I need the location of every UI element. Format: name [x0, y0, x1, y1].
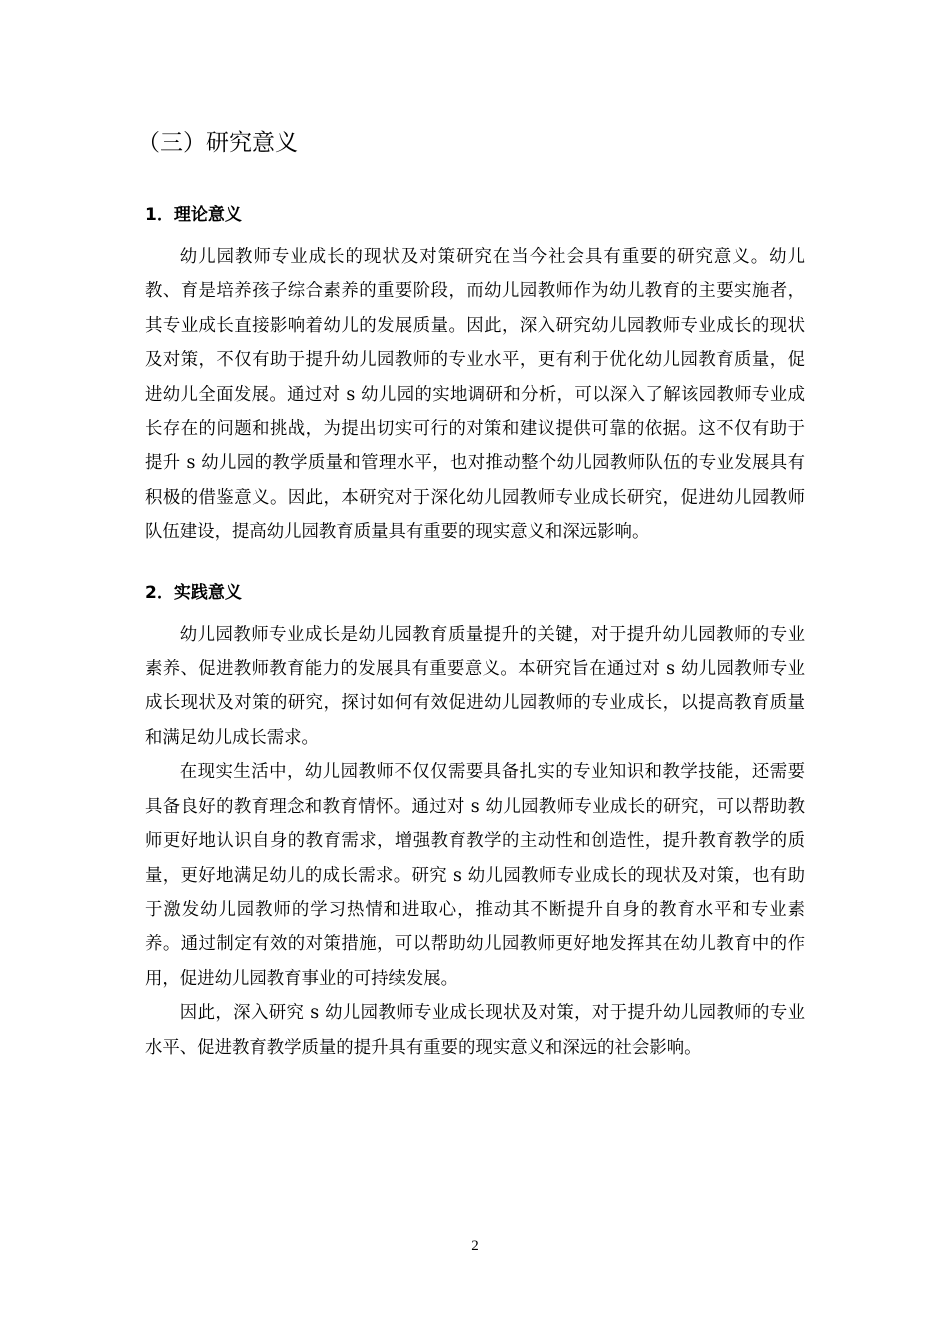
paragraph-practice-2: 在现实生活中，幼儿园教师不仅仅需要具备扎实的专业知识和教学技能，还需要具备良好的教育理念和教育情怀。通过对 s 幼儿园教师专业成长的研究，可以帮助教师更好地认识自身的教育需求，增强教育教学的主动性和创造性，提升教育教学的质量，更好地满足幼儿的成长需求。研究 s 幼儿园教师专业成长的现状及对策，也有助于激发幼儿园教师的学习热情和进取心，推动其不断提升自身的教育水平和专业素养。通过制定有效的对策措施，可以帮助幼儿园教师更好地发挥其在幼儿教育中的作用，促进幼儿园教育事业的可持续发展。: [145, 762, 805, 989]
page-number: 2: [471, 1238, 479, 1254]
subsection-title-theory: 1．理论意义: [145, 205, 242, 225]
paragraph-theory-1: 幼儿园教师专业成长的现状及对策研究在当今社会具有重要的研究意义。幼儿教、育是培养孩子综合素养的重要阶段，而幼儿园教师作为幼儿教育的主要实施者，其专业成长直接影响着幼儿的发展质量。因此，深入研究幼儿园教师专业成长的现状及对策，不仅有助于提升幼儿园教师的专业水平，更有利于优化幼儿园教育质量，促进幼儿全面发展。通过对 s 幼儿园的实地调研和分析，可以深入了解该园教师专业成长存在的问题和挑战，为提出切实可行的对策和建议提供可靠的依据。这不仅有助于提升 s 幼儿园的教学质量和管理水平，也对推动整个幼儿园教师队伍的专业发展具有积极的借鉴意义。因此，本研究对于深化幼儿园教师专业成长研究，促进幼儿园教师队伍建设，提高幼儿园教育质量具有重要的现实意义和深远影响。: [145, 247, 805, 543]
paragraph-practice-1: 幼儿园教师专业成长是幼儿园教育质量提升的关键，对于提升幼儿园教师的专业素养、促进教师教育能力的发展具有重要意义。本研究旨在通过对 s 幼儿园教师专业成长现状及对策的研究，探讨如何有效促进幼儿园教师的专业成长，以提高教育质量和满足幼儿成长需求。: [145, 624, 806, 748]
paragraph-practice-3: 因此，深入研究 s 幼儿园教师专业成长现状及对策，对于提升幼儿园教师的专业水平、促进教育教学质量的提升具有重要的现实意义和深远的社会影响。: [145, 1003, 805, 1058]
subsection-title-practice: 2．实践意义: [145, 582, 242, 603]
section-gap: [145, 550, 805, 576]
page-content: [137, 120, 806, 1065]
section-title: （三）研究意义: [137, 130, 298, 156]
